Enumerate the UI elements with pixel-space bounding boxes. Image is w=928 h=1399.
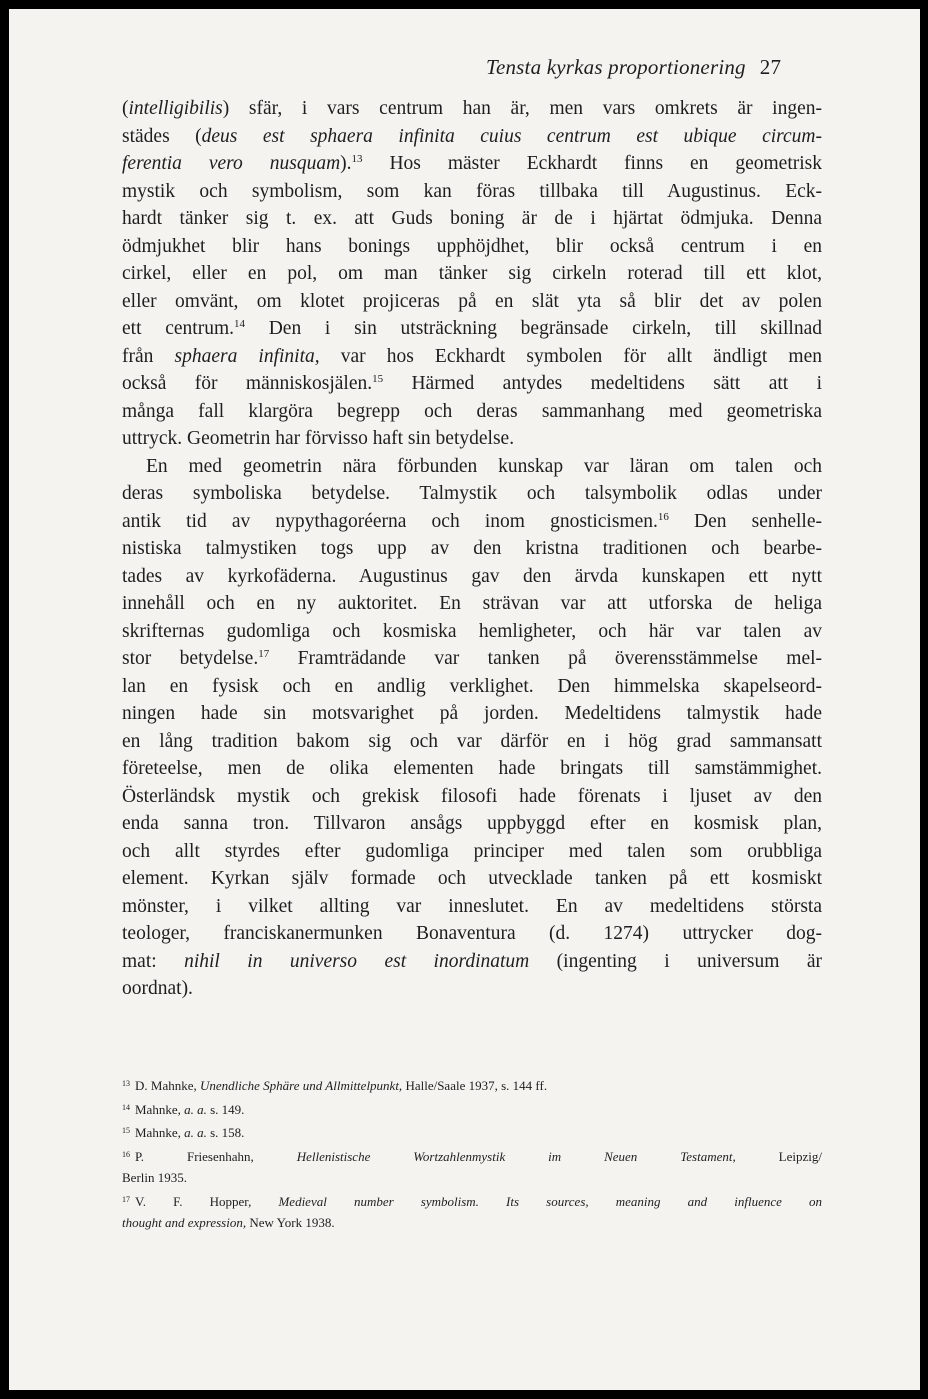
- text-run: ödmjukhet blir hans bonings upphöjdhet, blir också centrum i en: [122, 235, 822, 257]
- text-line: [122, 975, 822, 1003]
- text-line: [122, 260, 822, 288]
- text-run: hardt tänker sig t. ex. att Guds boning är de i hjärtat ödmjuka. Denna: [122, 208, 822, 229]
- text-line: [122, 453, 822, 481]
- text-run: enda sanna tron. Tillvaron ansågs uppbyggd efter en kosmisk plan,: [122, 813, 822, 834]
- text-line: [122, 315, 822, 343]
- text-run: Österländsk mystik och grekisk filosofi hade förenats i ljuset av den: [122, 785, 822, 807]
- text-run: nistiska talmystiken togs upp av den kristna traditionen och bearbe-: [122, 538, 822, 559]
- text-run: ) sfär, i vars centrum han är, men vars omkrets är ingen-: [222, 98, 822, 119]
- footnote-ref: 17: [258, 648, 270, 660]
- text-line: [122, 398, 822, 426]
- footnotes: [122, 1073, 822, 1234]
- text-run: s. 158.: [206, 1125, 245, 1140]
- text-run: D. Mahnke,: [135, 1078, 200, 1093]
- footnote-line: [122, 1189, 822, 1213]
- text-line: [122, 700, 822, 728]
- text-run: P. Friesenhahn,: [135, 1148, 297, 1164]
- text-line: [122, 425, 822, 453]
- text-run: Hellenistische Wortzahlenmystik im Neuen Testament,: [296, 1148, 736, 1164]
- text-run: Unendliche Sphäre und Allmittelpunkt,: [200, 1078, 403, 1093]
- text-run: städes (: [122, 125, 202, 147]
- footnote-number: 15: [122, 1126, 130, 1135]
- text-line: [122, 590, 822, 618]
- text-run: mönster, i vilket allting var inneslutet. En av medeltidens största: [122, 895, 822, 917]
- text-run: en lång tradition bakom sig och var därför en i hög grad sammansatt: [122, 730, 822, 752]
- footnote-line: [122, 1167, 822, 1189]
- text-run: Härmed antydes medeltidens sätt att i: [383, 373, 822, 394]
- text-run: teologer, franciskanermunken Bonaventura (d. 1274) uttrycker dog-: [122, 923, 822, 944]
- text-run: Berlin 1935.: [122, 1170, 187, 1185]
- text-run: (ingenting i universum är: [529, 950, 822, 972]
- running-title: Tensta kyrkas proportionering: [486, 55, 746, 79]
- text-run: innehåll och en ny auktoritet. En strävan var att utforska de heliga: [122, 593, 822, 614]
- text-run: Den i sin utsträckning begränsade cirkeln, till skillnad: [244, 318, 822, 339]
- text-run: ningen hade sin motsvarighet på jorden. Medeltidens talmystik hade: [122, 703, 822, 724]
- text-run: mystik och symbolism, som kan föras tillbaka till Augustinus. Eck-: [122, 180, 822, 202]
- text-run: antik tid av nypythagoréerna och inom gnosticismen.: [122, 510, 658, 532]
- text-line: [122, 205, 822, 233]
- text-line: [122, 150, 822, 178]
- footnote-number: 17: [122, 1194, 130, 1204]
- text-line: [122, 810, 822, 838]
- text-run: sphaera infinita,: [174, 345, 320, 367]
- text-line: [122, 95, 822, 123]
- text-line: [122, 508, 822, 536]
- text-line: [122, 480, 822, 508]
- footnote-line: [122, 1097, 822, 1121]
- running-header: [486, 55, 781, 80]
- text-run: cirkel, eller en pol, om man tänker sig cirkeln roterad till ett klot,: [122, 263, 822, 284]
- text-run: ).: [340, 153, 352, 174]
- footnote-ref: 15: [372, 373, 384, 385]
- text-run: skrifternas gudomliga och kosmiska hemligheter, och här var talen av: [122, 620, 822, 642]
- text-line: [122, 645, 822, 673]
- text-run: från: [122, 345, 175, 367]
- footnote-ref: 14: [233, 318, 245, 330]
- footnote-line: [122, 1073, 822, 1097]
- text-line: [122, 783, 822, 811]
- text-line: [122, 838, 822, 866]
- text-run: a. a.: [184, 1101, 207, 1117]
- text-run: Mahnke,: [135, 1101, 185, 1117]
- text-run: lan en fysisk och en andlig verklighet. Den himmelska skapelseord-: [122, 675, 822, 697]
- footnote-number: 14: [122, 1102, 130, 1112]
- text-run: element. Kyrkan själv formade och utvecklade tanken på ett kosmiskt: [122, 868, 822, 889]
- text-run: Framträdande var tanken på överensstämmelse mel-: [269, 648, 823, 669]
- text-run: s. 149.: [206, 1101, 245, 1117]
- footnote-line: [122, 1120, 822, 1144]
- text-line: [122, 865, 822, 893]
- text-line: [122, 343, 822, 371]
- text-run: och allt styrdes efter gudomliga principer med talen som orubbliga: [122, 840, 822, 862]
- footnote-ref: 16: [657, 510, 669, 523]
- text-run: V. F. Hopper,: [135, 1193, 279, 1209]
- text-run: också för människosjälen.: [122, 373, 373, 394]
- text-run: företeelse, men de olika elementen hade bringats till samstämmighet.: [122, 758, 822, 779]
- text-run: Mahnke,: [135, 1125, 185, 1140]
- text-line: [122, 123, 822, 151]
- text-run: Den senhelle-: [668, 510, 823, 532]
- text-line: [122, 288, 822, 316]
- text-run: ett centrum.: [122, 318, 234, 339]
- text-line: [122, 178, 822, 206]
- text-run: Medieval number symbolism. Its sources, meaning and influence on: [278, 1193, 822, 1209]
- page-number: 27: [759, 55, 782, 79]
- text-run: mat:: [122, 950, 185, 972]
- text-run: stor betydelse.: [122, 648, 259, 669]
- text-run: Hos mäster Eckhardt finns en geometrisk: [362, 153, 822, 174]
- text-run: många fall klargöra begrepp och deras sammanhang med geometriska: [122, 400, 822, 422]
- text-run: New York 1938.: [246, 1215, 335, 1230]
- text-run: (: [122, 98, 129, 119]
- text-line: [122, 233, 822, 261]
- text-line: [122, 920, 822, 948]
- text-line: [122, 673, 822, 701]
- text-run: tades av kyrkofäderna. Augustinus gav den ärvda kunskapen ett nytt: [122, 565, 822, 587]
- text-line: [122, 370, 822, 398]
- text-run: deras symboliska betydelse. Talmystik och talsymbolik odlas under: [122, 483, 822, 504]
- text-run: nihil in universo est inordinatum: [184, 950, 530, 972]
- text-run: Halle/Saale 1937, s. 144 ff.: [402, 1078, 548, 1093]
- footnote-line: [122, 1212, 822, 1234]
- text-run: var hos Eckhardt symbolen för allt ändligt men: [319, 345, 823, 367]
- text-run: eller omvänt, om klotet projiceras på en slät yta så blir det av polen: [122, 290, 822, 312]
- footnote-number: 16: [122, 1149, 130, 1159]
- footnote-line: [122, 1144, 822, 1168]
- text-run: deus est sphaera infinita cuius centrum est ubique circum-: [201, 125, 822, 147]
- text-run: thought and expression,: [122, 1215, 247, 1230]
- text-line: [122, 893, 822, 921]
- footnote-ref: 13: [351, 153, 363, 165]
- footnote-number: 13: [122, 1079, 130, 1088]
- text-run: Leipzig/: [735, 1148, 822, 1164]
- book-page: [9, 9, 920, 1390]
- text-run: intelligibilis: [128, 98, 223, 119]
- text-run: ferentia vero nusquam: [122, 153, 341, 174]
- text-run: uttryck. Geometrin har förvisso haft sin betydelse.: [122, 428, 515, 449]
- text-line: [122, 728, 822, 756]
- body-text: [122, 95, 822, 1003]
- text-run: oordnat).: [122, 978, 193, 999]
- text-line: [122, 755, 822, 783]
- text-line: [122, 948, 822, 976]
- text-line: [122, 618, 822, 646]
- text-run: a. a.: [184, 1125, 207, 1140]
- text-line: [122, 563, 822, 591]
- text-run: En med geometrin nära förbunden kunskap var läran om talen och: [146, 455, 822, 477]
- text-line: [122, 535, 822, 563]
